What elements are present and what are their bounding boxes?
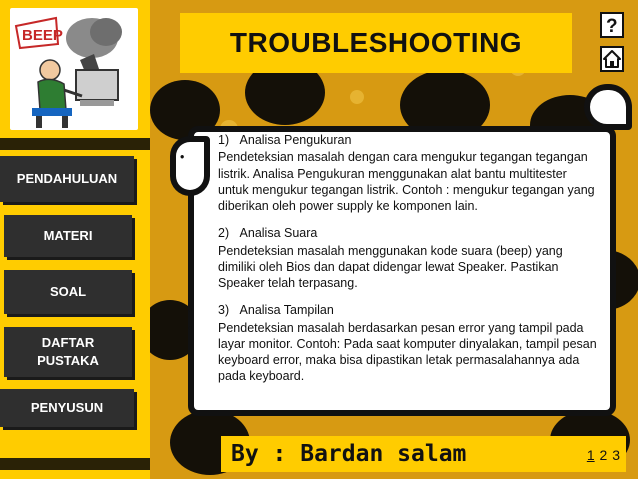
bullet: • (188, 320, 193, 335)
home-icon (603, 49, 621, 69)
sidebar-item-soal[interactable] (4, 270, 132, 314)
sidebar-item-pendahuluan[interactable] (0, 156, 134, 202)
home-button[interactable] (600, 46, 624, 72)
sidebar-item-label: DAFTAR PUSTAKA (37, 335, 99, 368)
sidebar-item-materi[interactable] (4, 215, 132, 257)
logo-image (10, 8, 138, 130)
list-item-text: 2) Analisa Suara (218, 226, 318, 241)
author-byline: By : Bardan salam (231, 441, 467, 467)
svg-text:BEEP: BEEP (22, 27, 63, 44)
page-link-1[interactable]: 1 (586, 447, 595, 463)
byline-bar (221, 436, 626, 472)
help-icon (603, 15, 621, 35)
list-item (180, 302, 600, 318)
list-item-text: 3) Analisa Tampilan (218, 303, 334, 318)
sidebar-item-label: SOAL (49, 284, 87, 300)
sidebar-item-label: MATERI (43, 228, 93, 244)
bullet: • (188, 303, 193, 318)
svg-text:?: ? (606, 16, 618, 35)
list-item (180, 132, 600, 148)
sidebar-item-label: PENDAHULUAN (16, 171, 118, 187)
bullet: • (188, 226, 193, 241)
page-link-2[interactable]: 2 (599, 447, 608, 463)
sidebar-item-label: PENYUSUN (30, 400, 104, 416)
sidebar-divider (0, 458, 150, 470)
bullet: • (188, 243, 193, 258)
help-button[interactable] (600, 12, 624, 38)
sidebar (0, 0, 150, 479)
list-item (180, 149, 600, 214)
bullet (180, 132, 202, 148)
page-title: TROUBLESHOOTING (229, 27, 523, 58)
list-item-text: Pendeteksian masalah dengan cara mengukur tegangan tegangan listrik. Analisa Pengukuran menggunakan alat bantu multitester untuk mengukur tegangan listrik. Contoh : mengukur tegangan yang diberikan oleh power supply ke komponen lain. (218, 150, 595, 213)
title-bar (180, 13, 572, 73)
list-item (180, 243, 600, 292)
scroll-curl-top (584, 84, 632, 130)
list-item-text: Pendeteksian masalah berdasarkan pesan error yang tampil pada layar monitor. Contoh: Pada saat komputer dinyalakan, tampil pesan keyboard error, maka bisa dipastikan letak permasalahannya ada pada keyboard. (218, 320, 597, 384)
list-item (180, 225, 600, 241)
sidebar-item-daftar-pustaka[interactable] (4, 327, 132, 377)
list-item-text: 1) Analisa Pengukuran (218, 133, 352, 147)
list-item (180, 320, 600, 385)
sidebar-divider (0, 138, 150, 150)
page-link-3[interactable]: 3 (612, 447, 620, 463)
sidebar-item-penyusun[interactable] (0, 389, 134, 427)
content-list (180, 132, 600, 386)
bullet: • (180, 150, 185, 165)
list-item-text: Pendeteksian masalah menggunakan kode suara (beep) yang dimiliki oleh Bios dan dapat didengar lewat Speaker. Pastikan Speaker telah terpasang. (218, 243, 563, 290)
pagination (586, 447, 620, 463)
